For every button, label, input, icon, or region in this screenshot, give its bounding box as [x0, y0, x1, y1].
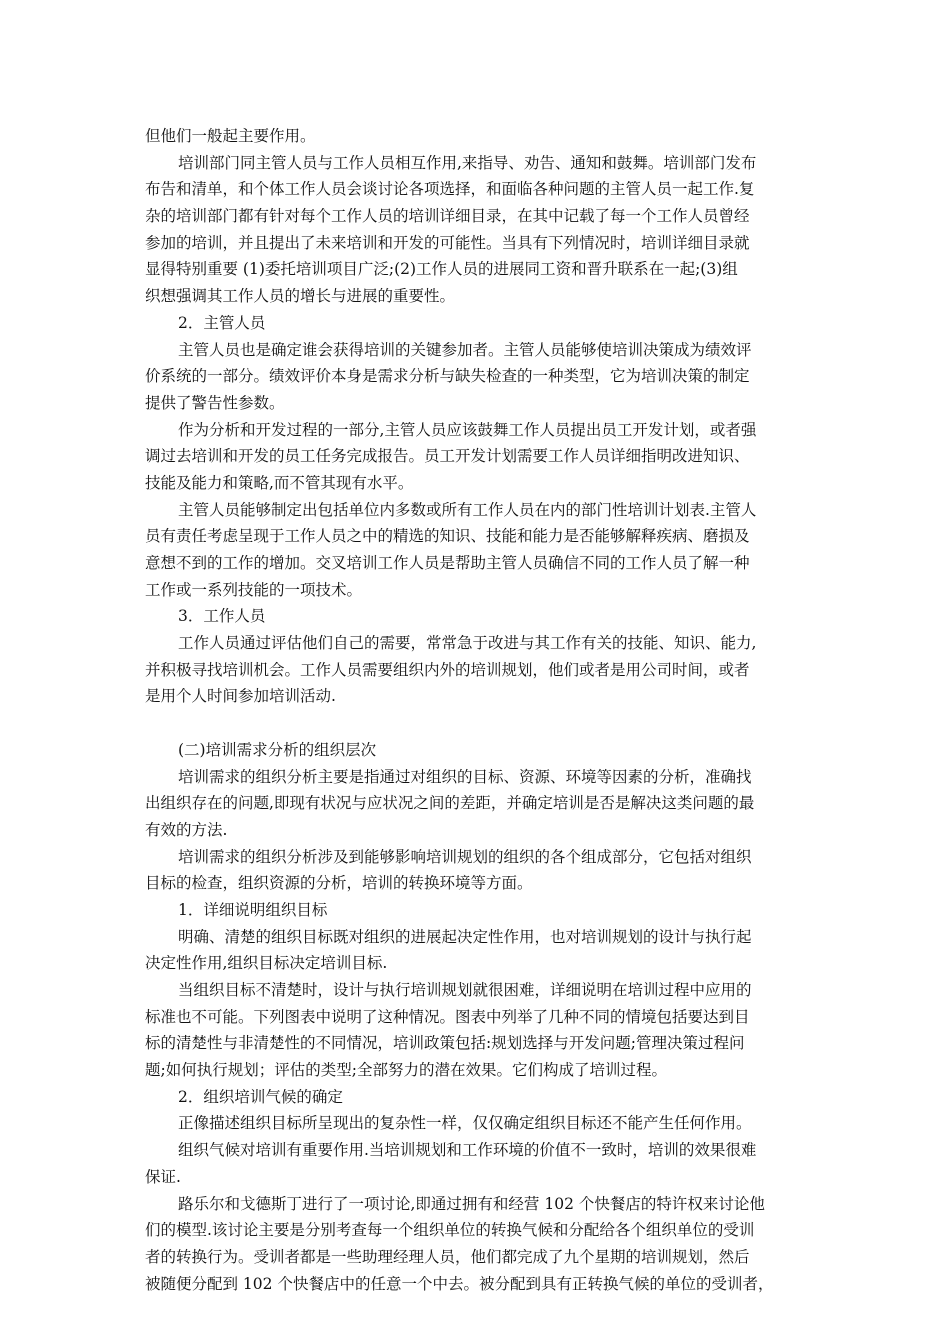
paragraph-start: 主管人员能够制定出包括单位内多数或所有工作人员在内的部门性培训计划表.主管人 [178, 500, 757, 519]
text-line: 价系统的一部分。绩效评价本身是需求分析与缺失检查的一种类型，它为培训决策的制定 [145, 367, 750, 386]
text-line: 但他们一般起主要作用。 [145, 127, 316, 145]
text-line: 布告和清单，和个体工作人员会谈讨论各项选择，和面临各种问题的主管人员一起工作.复 [145, 180, 755, 199]
text-line: 是用个人时间参加培训活动. [145, 687, 336, 706]
paragraph-start: 培训需求的组织分析主要是指通过对组织的目标、资源、环境等因素的分析，准确找 [178, 767, 752, 786]
text-line: 目标的检查，组织资源的分析，培训的转换环境等方面。 [145, 874, 533, 893]
text-line: 技能及能力和策略,而不管其现有水平。 [145, 473, 414, 492]
text-line: 杂的培训部门都有针对每个工作人员的培训详细目录，在其中记载了每一个工作人员曾经 [145, 207, 750, 226]
blank-line [145, 710, 810, 737]
text-line: 参加的培训，并且提出了未来培训和开发的可能性。当具有下列情况时，培训详细目录就 [145, 233, 750, 252]
paragraph-start: 正像描述组织目标所呈现出的复杂性一样，仅仅确定组织目标还不能产生任何作用。 [178, 1114, 752, 1133]
text-line: 决定性作用,组织目标决定培训目标. [145, 954, 388, 973]
text-line: 工作或一系列技能的一项技术。 [145, 580, 363, 599]
text-line: 标的清楚性与非清楚性的不同情况，培训政策包括:规划选择与开发问题;管理决策过程问 [145, 1034, 745, 1053]
text-line: 被随便分配到 102 个快餐店中的任意一个中去。被分配到具有正转换气候的单位的受训者， [145, 1274, 774, 1293]
text-line: 显得特别重要 (1)委托培训项目广泛;(2)工作人员的进展同工资和晋升联系在一起;(3)组 [145, 260, 738, 279]
text-line: 织想强调其工作人员的增长与进展的重要性。 [145, 287, 456, 306]
text-line: 者的转换行为。受训者都是一些助理经理人员，他们都完成了九个星期的培训规划，然后 [145, 1247, 750, 1266]
text-line: 们的模型.该讨论主要是分别考查每一个组织单位的转换气候和分配给各个组织单位的受训 [145, 1221, 755, 1240]
text-line: 标准也不可能。下列图表中说明了这种情况。图表中列举了几种不同的情境包括要达到目 [145, 1007, 750, 1026]
text-line: 意想不到的工作的增加。交叉培训工作人员是帮助主管人员确信不同的工作人员了解一种 [145, 554, 750, 572]
text-line: 员有责任考虑呈现于工作人员之中的精选的知识、技能和能力是否能够解释疾病、磨损及 [145, 527, 750, 546]
paragraph-start: 工作人员通过评估他们自己的需要，常常急于改进与其工作有关的技能、知识、能力, [178, 634, 757, 653]
section-heading: 3．工作人员 [178, 607, 266, 626]
paragraph-start: 当组织目标不清楚时，设计与执行培训规划就很困难，详细说明在培训过程中应用的 [178, 981, 752, 999]
text-line: 并积极寻找培训机会。工作人员需要组织内外的培训规划，他们或者是用公司时间，或者 [145, 660, 750, 679]
paragraph-start: 作为分析和开发过程的一部分,主管人员应该鼓舞工作人员提出员工开发计划，或者强 [178, 420, 757, 439]
section-heading: 1．详细说明组织目标 [178, 900, 328, 919]
paragraph-start: 培训需求的组织分析涉及到能够影响培训规划的组织的各个组成部分，它包括对组织 [178, 847, 752, 866]
paragraph-start: 主管人员也是确定谁会获得培训的关键参加者。主管人员能够使培训决策成为绩效评 [178, 340, 752, 359]
text-line: 出组织存在的问题,即现有状况与应状况之间的差距，并确定培训是否是解决这类问题的最 [145, 794, 755, 813]
paragraph-start: 培训部门同主管人员与工作人员相互作用,来指导、劝告、通知和鼓舞。培训部门发布 [178, 153, 757, 172]
document-body [145, 123, 810, 1297]
section-heading: (二)培训需求分析的组织层次 [178, 740, 377, 759]
paragraph-start: 明确、清楚的组织目标既对组织的进展起决定性作用，也对培训规划的设计与执行起 [178, 927, 752, 946]
text-line: 保证. [145, 1167, 181, 1186]
text-line: 提供了警告性参数。 [145, 393, 285, 412]
paragraph-start: 组织气候对培训有重要作用.当培训规划和工作环境的价值不一致时，培训的效果很难 [178, 1141, 757, 1160]
section-heading: 2．主管人员 [178, 313, 266, 332]
text-line: 调过去培训和开发的员工任务完成报告。员工开发计划需要工作人员详细指明改进知识、 [145, 447, 750, 466]
section-heading: 2．组织培训气候的确定 [178, 1087, 343, 1106]
text-line: 题;如何执行规划；评估的类型;全部努力的潜在效果。它们构成了培训过程。 [145, 1061, 667, 1080]
text-line: 有效的方法. [145, 820, 228, 839]
paragraph-start: 路乐尔和戈德斯丁进行了一项讨论,即通过拥有和经营 102 个快餐店的特许权来讨论他 [178, 1194, 765, 1213]
